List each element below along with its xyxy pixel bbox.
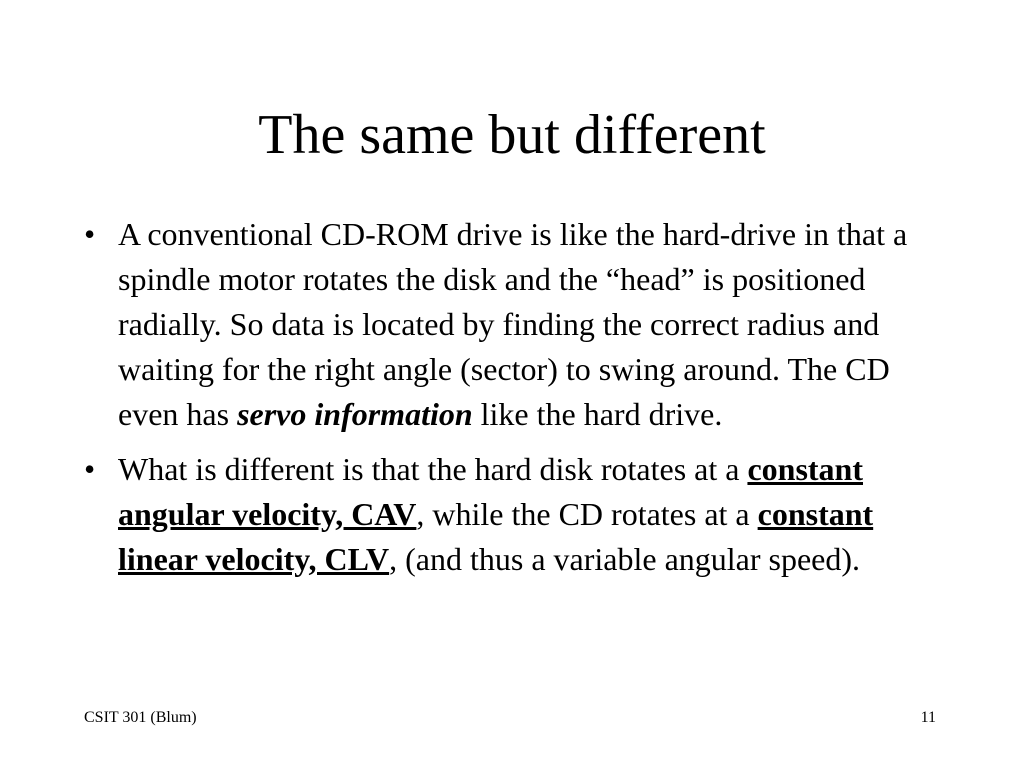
bullet-text-part: What is different is that the hard disk rotates at a <box>118 451 748 487</box>
bullet-text-part: like the hard drive. <box>472 396 723 432</box>
bullet-text-part: , while the CD rotates at a <box>416 496 758 532</box>
bullet-dot-icon: • <box>84 216 96 252</box>
footer-course: CSIT 301 (Blum) <box>84 709 197 726</box>
bullet-dot-icon: • <box>84 451 96 487</box>
bullet-item-cav-clv <box>84 447 954 582</box>
bullet-text <box>118 451 873 577</box>
bullet-text <box>118 216 907 432</box>
bullet-item-cdrom <box>84 212 954 437</box>
bullet-text-part: A conventional CD-ROM drive is like the hard-drive in that a spindle motor rotates the disk and the “head” is positioned radially. So data is located by finding the correct radius and waiting for the right angle (sector) to swing around. The CD even has <box>118 216 908 432</box>
bullet-text-part: , (and thus a variable angular speed). <box>389 541 861 577</box>
slide-title: The same but different <box>258 104 766 166</box>
servo-information-term: servo information <box>237 396 473 432</box>
cav-term: constant angular velocity, CAV <box>118 451 863 532</box>
clv-term: constant linear velocity, CLV <box>118 496 874 577</box>
footer-page-number: 11 <box>920 709 936 726</box>
bullet-list <box>84 212 954 592</box>
